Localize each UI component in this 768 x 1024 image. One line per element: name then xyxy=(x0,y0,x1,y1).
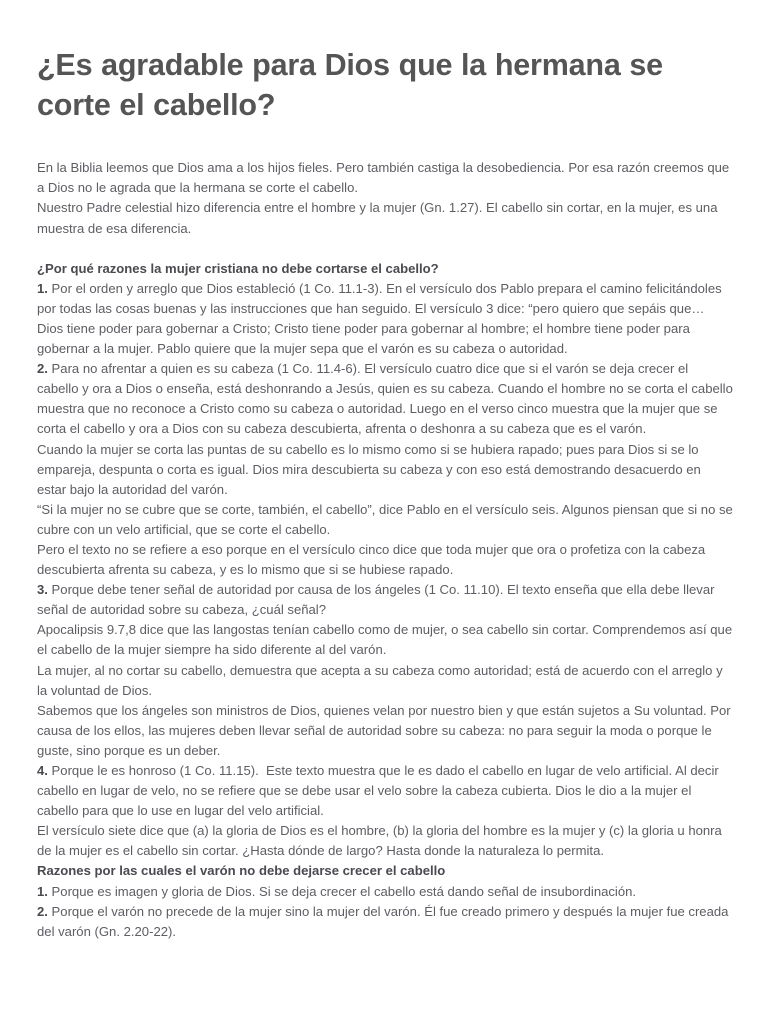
document-body xyxy=(37,158,737,942)
reason-men-1 xyxy=(37,882,733,902)
section-heading-men: Razones por las cuales el varón no debe dejarse crecer el cabello xyxy=(37,863,446,879)
reason-women-1-text: Por el orden y arreglo que Dios estableció (1 Co. 11.1-3). En el versículo dos Pablo prepara el camino felicitándoles por todas las cosas buenas y las instrucciones que han seguido. El versículo 3 dice: “pero quiero que sepáis que… Dios tiene poder para gobernar a Cristo; Cristo tiene poder para gobernar al hombre; el hombre tiene poder para gobernar a la mujer. Pablo quiere que la mujer sepa que el varón es su cabeza o autoridad. xyxy=(37,280,726,357)
paragraph-after-reason-4: El versículo siete dice que (a) la gloria de Dios es el hombre, (b) la gloria del hombre es la mujer y (c) la gloria u honra de la mujer es el cabello sin cortar. ¿Hasta dónde de largo? Hasta donde la naturaleza lo permita. xyxy=(37,823,726,859)
paragraph-after-reason-2c: Pero el texto no se refiere a eso porque en el versículo cinco dice que toda mujer que ora o profetiza con la cabeza descubierta afrenta su cabeza, y es lo mismo que si se hubiese rapado. xyxy=(37,541,709,578)
reason-men-1-text: Porque es imagen y gloria de Dios. Si se deja crecer el cabello está dando señal de insubordinación. xyxy=(47,883,637,899)
page-title: ¿Es agradable para Dios que la hermana se corte el cabello? xyxy=(37,48,663,122)
reason-women-4-text: Porque le es honroso (1 Co. 11.15). Este texto muestra que le es dado el cabello en lugar de velo artificial. Al decir cabello en lugar de velo, no se refiere que se debe usar el velo sobre la cabeza cubierta. Dios le dio a la mujer el cabello para que lo use en lugar del velo artificial. xyxy=(37,763,723,819)
reason-men-2-text: Porque el varón no precede de la mujer sino la mujer del varón. Él fue creado primero y después la mujer fue creada del varón (Gn. 2.20-22). xyxy=(37,903,733,939)
paragraph-after-reason-3c: Sabemos que los ángeles son ministros de Dios, quienes velan por nuestro bien y que están sujetos a Su voluntad. Por causa de los ellos, las mujeres deben llevar señal de autoridad sobre su cabeza: no para seguir la moda o porque le guste, sino porque es un deber. xyxy=(37,702,735,758)
reason-women-1 xyxy=(37,279,733,359)
reason-men-2-marker: 2. xyxy=(37,903,48,919)
section-heading-women: ¿Por qué razones la mujer cristiana no debe cortarse el cabello? xyxy=(37,260,439,276)
reason-women-2-text: Para no afrentar a quien es su cabeza (1 Co. 11.4-6). El versículo cuatro dice que si el varón se deja crecer el cabello y ora a Dios o enseña, está deshonrando a Jesús, quien es su cabeza. Cuando el hombre no se corta el cabello muestra que no reconoce a Cristo como su cabeza o autoridad. Luego en el verso cinco muestra que la mujer que se corta el cabello y ora a Dios con su cabeza descubierta, afrenta o deshonra a su cabeza que es el varón. xyxy=(37,361,737,437)
reason-women-2 xyxy=(37,359,737,439)
reason-women-2-marker: 2. xyxy=(37,361,48,377)
reason-women-1-marker: 1. xyxy=(37,280,48,296)
intro-paragraph-2: Nuestro Padre celestial hizo diferencia entre el hombre y la mujer (Gn. 1.27). El cabello sin cortar, en la mujer, es una muestra de esa diferencia. xyxy=(37,200,722,236)
paragraph-after-reason-2a: Cuando la mujer se corta las puntas de su cabello es lo mismo como si se hubiera rapado; pues para Dios si se lo empareja, despunta o corta es igual. Dios mira descubierta su cabeza y con eso está demostrando desacuerdo en estar bajo la autoridad del varón. xyxy=(37,441,705,497)
paragraph-after-reason-2b: “Si la mujer no se cubre que se corte, también, el cabello”, dice Pablo en el versículo seis. Algunos piensan que si no se cubre con un velo artificial, que se corte el cabello. xyxy=(37,501,737,537)
reason-women-3-marker: 3. xyxy=(37,582,48,598)
reason-women-4 xyxy=(37,761,733,821)
reason-women-3-text: Porque debe tener señal de autoridad por causa de los ángeles (1 Co. 11.10). El texto enseña que ella debe llevar señal de autoridad sobre su cabeza, ¿cuál señal? xyxy=(37,582,719,618)
reason-women-3 xyxy=(37,580,733,620)
reason-men-1-marker: 1. xyxy=(37,883,48,899)
paragraph-after-reason-3b: La mujer, al no cortar su cabello, demuestra que acepta a su cabeza como autoridad; está de acuerdo con el arreglo y la voluntad de Dios. xyxy=(37,662,727,698)
reason-women-4-marker: 4. xyxy=(37,763,48,778)
reason-men-2 xyxy=(37,902,733,942)
paragraph-after-reason-3a: Apocalipsis 9.7,8 dice que las langostas tenían cabello como de mujer, o sea cabello sin cortar. Comprendemos así que el cabello de la mujer siempre ha sido diferente al del varón. xyxy=(37,622,736,658)
intro-paragraph-1: En la Biblia leemos que Dios ama a los hijos fieles. Pero también castiga la desobediencia. Por esa razón creemos que a Dios no le agrada que la hermana se corte el cabello. xyxy=(37,160,733,196)
